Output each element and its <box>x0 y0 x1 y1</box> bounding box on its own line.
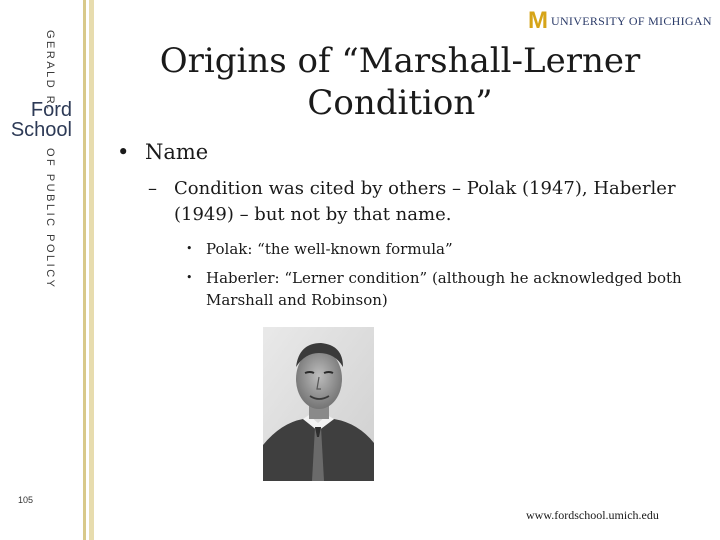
polak-text: Polak: “the well-known formula” <box>206 240 453 258</box>
sidebar-divider-band <box>89 0 94 540</box>
public-policy-text: OF PUBLIC POLICY <box>44 148 56 290</box>
university-name: UNIVERSITY OF MICHIGAN <box>551 13 712 28</box>
university-of-michigan-logo <box>528 7 712 34</box>
bullet-name <box>117 140 208 164</box>
sub-bullet-condition <box>148 176 688 228</box>
bullet-marker: • <box>117 140 130 164</box>
sub-bullet-text: Condition was cited by others – Polak (1947), Haberler (1949) – but not by that name. <box>174 178 676 225</box>
sidebar-divider-line <box>83 0 86 540</box>
page-number: 105 <box>18 495 34 505</box>
portrait-photo <box>263 327 374 481</box>
sub-sub-bullet-haberler <box>186 267 696 311</box>
haberler-text: Haberler: “Lerner condition” (although he acknowledged both Marshall and Robinson) <box>206 269 682 309</box>
sidebar-branding <box>0 0 92 540</box>
dash-marker: – <box>148 178 157 199</box>
bullet-marker: • <box>186 242 193 255</box>
block-m-icon: M <box>528 7 548 34</box>
ford-school-logo <box>10 100 72 140</box>
bullet-marker: • <box>186 271 193 284</box>
footer-url: www.fordschool.umich.edu <box>526 508 659 522</box>
slide-title: Origins of “Marshall-Lerner Condition” <box>159 41 641 123</box>
bullet-text: Name <box>145 140 209 164</box>
sub-sub-bullet-polak <box>186 238 696 260</box>
school-text: School <box>10 119 72 141</box>
ford-text: Ford <box>30 99 72 121</box>
gerald-r-text: GERALD R. <box>44 30 56 112</box>
